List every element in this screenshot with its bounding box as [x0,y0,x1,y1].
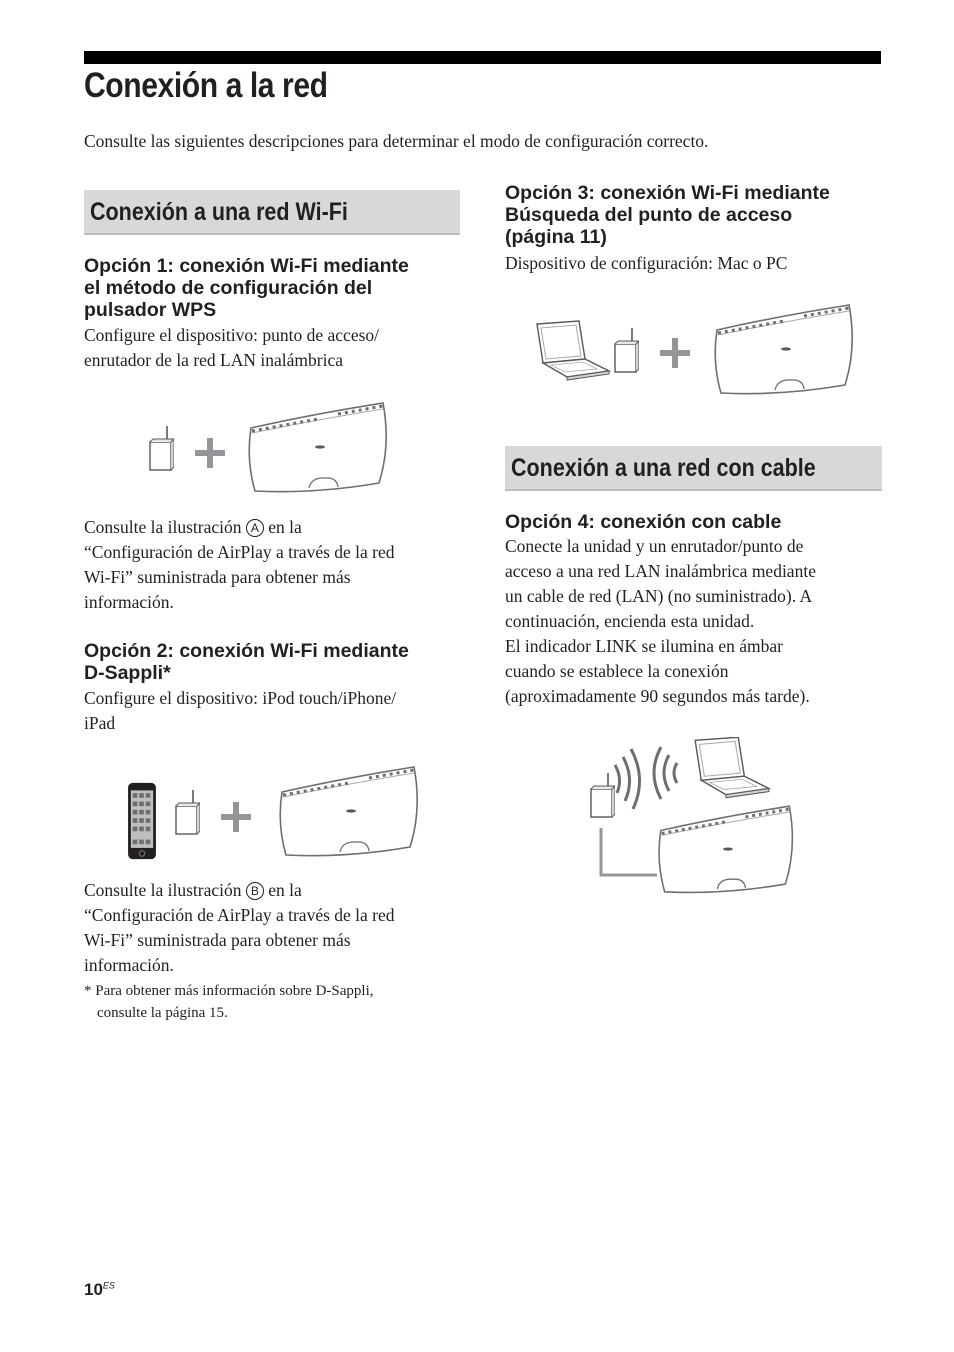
plus-icon [221,802,251,832]
option2-heading [84,640,409,684]
illustration-option3 [531,300,861,400]
smartphone-icon [128,783,156,859]
section-heading-cable-label: Conexión a una red con cable [511,454,816,482]
option3-desc: Dispositivo de configuración: Mac o PC [505,253,788,273]
page-number-value: 10 [84,1280,103,1299]
option2-ref-text: en la [268,880,302,900]
footnote-line: consulte la página 15. [97,1005,228,1021]
option1-ref-line: “Configuración de AirPlay a través de la red [84,542,395,562]
option2-desc [84,686,396,736]
option4-desc-line: El indicador LINK se ilumina en ámbar [505,636,783,656]
option4-desc-line: acceso a una red LAN inalámbrica mediante [505,561,816,581]
illustration-a-badge: A [246,519,264,537]
option4-desc-line: continuación, encienda esta unidad. [505,611,755,631]
option1-ref-line: información. [84,592,174,612]
option4-desc-line: Conecte la unidad y un enrutador/punto de [505,536,804,556]
router-icon [591,773,615,817]
section-heading-wifi [84,190,460,235]
option1-reference [84,515,395,615]
option1-desc [84,323,379,373]
laptop-icon [537,321,609,380]
option2-ref-line: Wi-Fi” suministrada para obtener más [84,930,351,950]
option2-ref-line: “Configuración de AirPlay a través de la red [84,905,395,925]
plus-icon [195,438,225,468]
laptop-icon [695,737,769,797]
speaker-dock-icon [659,806,792,892]
wifi-waves-icon [615,747,677,809]
option1-heading-line: el método de configuración del [84,277,373,299]
option4-desc-line: (aproximadamente 90 segundos más tarde). [505,686,810,706]
option3-heading-line: Opción 3: conexión Wi-Fi mediante [505,182,830,204]
option1-ref-text: Consulte la ilustración [84,517,242,537]
section-heading-wifi-label: Conexión a una red Wi-Fi [90,198,348,226]
page-number [84,1280,115,1300]
option2-desc-line: iPad [84,713,116,733]
footnote-line: * Para obtener más información sobre D-Sappli, [84,983,374,999]
router-icon [615,328,639,372]
option1-heading-line: pulsador WPS [84,299,217,321]
option1-ref-line: Wi-Fi” suministrada para obtener más [84,567,351,587]
illustration-option2 [126,762,426,862]
option1-heading [84,255,409,321]
page-language: ES [102,1280,115,1291]
option4-desc [505,534,816,709]
option1-ref-text: en la [268,517,302,537]
option2-ref-text: Consulte la ilustración [84,880,242,900]
option3-heading [505,182,830,248]
illustration-option1 [148,398,398,498]
illustration-option4 [585,735,800,900]
footnote-dsappli [84,980,374,1024]
option1-desc-line: enrutador de la red LAN inalámbrica [84,350,343,370]
option2-desc-line: Configure el dispositivo: iPod touch/iPhone/ [84,688,397,708]
option3-heading-line: Búsqueda del punto de acceso [505,204,793,226]
section-heading-cable [505,446,882,491]
option1-desc-line: Configure el dispositivo: punto de acceso/ [84,325,380,345]
router-icon [150,426,174,470]
plus-icon [660,338,690,368]
option3-heading-line: (página 11) [505,226,607,248]
option2-reference [84,878,395,978]
option2-heading-line: Opción 2: conexión Wi-Fi mediante [84,640,409,662]
top-rule [84,51,881,64]
illustration-b-badge: B [246,882,264,900]
option4-heading: Opción 4: conexión con cable [505,511,782,533]
router-icon [176,790,200,834]
speaker-dock-icon [280,767,417,856]
speaker-dock-icon [249,403,386,492]
page-title: Conexión a la red [84,66,328,105]
intro-text: Consulte las siguientes descripciones para determinar el modo de configuración correcto. [84,131,709,151]
option2-ref-line: información. [84,955,174,975]
option4-desc-line: un cable de red (LAN) (no suministrado). A [505,586,813,606]
option2-heading-line: D-Sappli* [84,662,171,684]
option1-heading-line: Opción 1: conexión Wi-Fi mediante [84,255,409,277]
speaker-dock-icon [715,305,852,394]
lan-cable-icon [601,828,657,875]
option4-desc-line: cuando se establece la conexión [505,661,729,681]
